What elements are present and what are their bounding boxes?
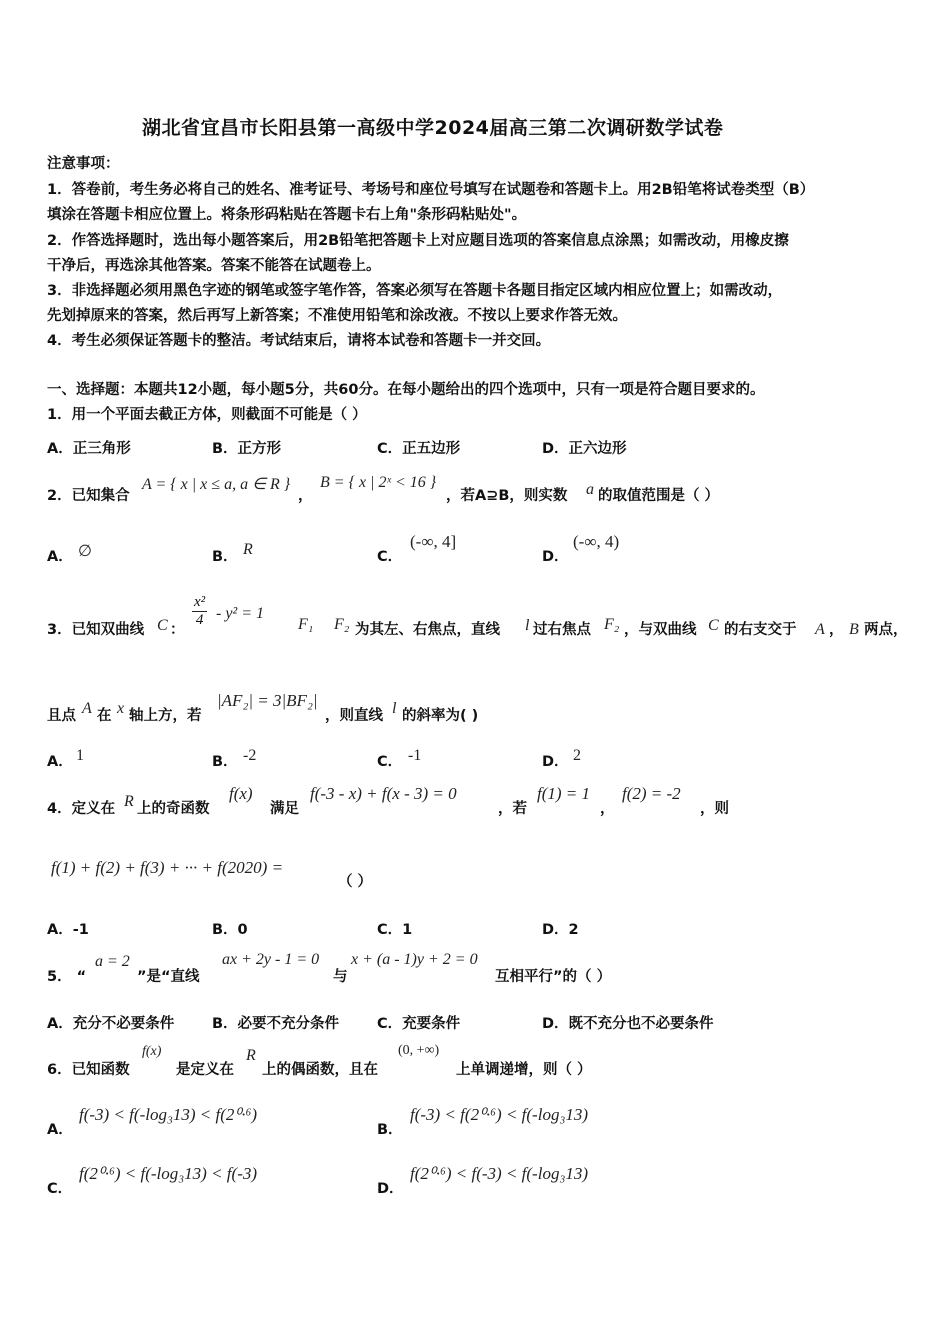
q3-option-d-value: 2 bbox=[573, 747, 581, 764]
q6-text: 上单调递增，则（ ） bbox=[456, 1062, 592, 1078]
q6-option-b-value: f(-3) < f(2⁰·⁶) < f(-log₃13) bbox=[410, 1105, 589, 1124]
q1-option-d: D．正六边形 bbox=[542, 441, 627, 457]
q3-curve-c: C bbox=[157, 617, 168, 634]
page-title: 湖北省宜昌市长阳县第一高级中学2024届高三第二次调研数学试卷 bbox=[142, 117, 724, 139]
question-5-prefix: 5． “ bbox=[47, 969, 87, 985]
notice-line: 3．非选择题必须用黑色字迹的钢笔或签字笔作答，答案必须写在答题卡各题目指定区域内相应位置上；如需改动， bbox=[47, 283, 783, 299]
section-heading: 一、选择题：本题共12小题，每小题5分，共60分。在每小题给出的四个选项中，只有一项是符合题目要求的。 bbox=[47, 382, 765, 398]
q3-focus-f1: F₁ bbox=[298, 616, 314, 633]
q2-text: ，若A⊇B，则实数 bbox=[446, 488, 568, 504]
q3-line-l: l bbox=[525, 617, 530, 634]
q1-option-c: C．正五边形 bbox=[377, 441, 461, 457]
q4-option-b: B．0 bbox=[212, 922, 248, 938]
q3-option-a-value: 1 bbox=[76, 747, 84, 764]
q4-sum-expression: f(1) + f(2) + f(3) + ··· + f(2020) = bbox=[51, 858, 284, 877]
notice-heading: 注意事项： bbox=[47, 156, 120, 172]
q1-option-a: A．正三角形 bbox=[47, 441, 131, 457]
q3-text: 轴上方，若 bbox=[129, 708, 202, 724]
q5-text: ”是“直线 bbox=[137, 969, 200, 985]
q4-text: 满足 bbox=[270, 801, 299, 817]
q3-point-a: A bbox=[815, 621, 825, 638]
q3-fraction-numerator: x² bbox=[194, 594, 206, 610]
q3-condition: |AF₂| = 3|BF₂| bbox=[217, 691, 318, 710]
q2-option-b-label: B． bbox=[212, 549, 238, 565]
q6-text: 上的偶函数，且在 bbox=[262, 1062, 378, 1078]
q5-option-c: C．充要条件 bbox=[377, 1016, 461, 1032]
q5-option-d: D．既不充分也不必要条件 bbox=[542, 1016, 714, 1032]
q6-option-b-label: B． bbox=[377, 1122, 403, 1138]
q2-option-c-value: (-∞, 4] bbox=[410, 532, 457, 551]
q2-option-a-label: A． bbox=[47, 549, 73, 565]
q3-option-b-label: B． bbox=[212, 754, 238, 770]
q4-paren: （ ） bbox=[338, 874, 373, 890]
q3-text: 为其左、右焦点，直线 bbox=[355, 622, 500, 638]
q2-var-a: a bbox=[586, 481, 594, 498]
q3-line-l: l bbox=[392, 700, 397, 717]
q3-option-a-label: A． bbox=[47, 754, 73, 770]
q5-option-b: B．必要不充分条件 bbox=[212, 1016, 340, 1032]
q3-curve-c: C bbox=[708, 617, 719, 634]
q3-text: 的右支交于 bbox=[724, 622, 797, 638]
question-1-stem: 1．用一个平面去截正方体，则截面不可能是（ ） bbox=[47, 407, 367, 423]
q3-text: 的斜率为( ) bbox=[402, 708, 479, 724]
q3-option-d-label: D． bbox=[542, 754, 569, 770]
question-2-prefix: 2．已知集合 bbox=[47, 488, 130, 504]
q3-equation-rest: - y² = 1 bbox=[216, 605, 265, 622]
q3-text: 两点， bbox=[864, 622, 908, 638]
q3-fraction-denominator: 4 bbox=[195, 612, 204, 628]
q6-text: 是定义在 bbox=[176, 1062, 234, 1078]
q2-set-a: A = { x | x ≤ a, a ∈ R } bbox=[142, 476, 291, 493]
q6-set-r: R bbox=[246, 1047, 256, 1064]
q3-comma: ， bbox=[829, 622, 844, 638]
q4-text: ，若 bbox=[498, 801, 527, 817]
q4-equation: f(-3 - x) + f(x - 3) = 0 bbox=[310, 784, 457, 803]
q4-option-c: C．1 bbox=[377, 922, 413, 938]
notice-line: 先划掉原来的答案，然后再写上新答案；不准使用铅笔和涂改液。不按以上要求作答无效。 bbox=[47, 308, 627, 324]
q4-text: ，则 bbox=[700, 801, 729, 817]
q6-option-a-label: A． bbox=[47, 1122, 73, 1138]
q3-option-b-value: -2 bbox=[243, 747, 257, 764]
q4-set-r: R bbox=[124, 793, 134, 810]
q3-text: 且点 bbox=[47, 708, 76, 724]
q3-fraction bbox=[192, 594, 207, 629]
question-6-prefix: 6．已知函数 bbox=[47, 1062, 130, 1078]
question-4-prefix: 4．定义在 bbox=[47, 801, 116, 817]
q6-option-a-value: f(-3) < f(-log₃13) < f(2⁰·⁶) bbox=[79, 1105, 258, 1124]
notice-line: 2．作答选择题时，选出每小题答案后，用2B铅笔把答题卡上对应题目选项的答案信息点涂黑；如需改动，用橡皮擦 bbox=[47, 233, 789, 249]
notice-line: 填涂在答题卡相应位置上。将条形码粘贴在答题卡右上角"条形码粘贴处"。 bbox=[47, 207, 527, 223]
notice-line: 干净后，再选涂其他答案。答案不能答在试题卷上。 bbox=[47, 258, 381, 274]
question-3-prefix: 3．已知双曲线 bbox=[47, 622, 145, 638]
q1-option-b: B．正方形 bbox=[212, 441, 282, 457]
q5-text: 与 bbox=[333, 969, 348, 985]
q5-option-a: A．充分不必要条件 bbox=[47, 1016, 175, 1032]
q5-condition: a = 2 bbox=[95, 953, 130, 970]
q2-option-a-value: ∅ bbox=[78, 543, 92, 560]
q3-colon: ： bbox=[170, 622, 185, 638]
q3-text: 过右焦点 bbox=[533, 622, 591, 638]
q2-text: 的取值范围是（ ） bbox=[598, 488, 720, 504]
notice-line: 4．考生必须保证答题卡的整洁。考试结束后，请将本试卷和答题卡一并交回。 bbox=[47, 333, 551, 349]
q2-option-d-label: D． bbox=[542, 549, 569, 565]
q4-text: 上的奇函数 bbox=[137, 801, 210, 817]
q4-option-a: A．-1 bbox=[47, 922, 89, 938]
q3-text: ，与双曲线 bbox=[624, 622, 697, 638]
q6-function: f(x) bbox=[142, 1044, 162, 1059]
q3-focus-f2: F₂ bbox=[334, 616, 350, 633]
q4-text: ， bbox=[600, 801, 615, 817]
q2-option-d-value: (-∞, 4) bbox=[573, 532, 620, 551]
q6-option-d-label: D． bbox=[377, 1181, 404, 1197]
q4-value-f1: f(1) = 1 bbox=[537, 784, 591, 803]
q4-function: f(x) bbox=[229, 784, 253, 803]
q3-axis-x: x bbox=[117, 700, 125, 717]
q3-point-a: A bbox=[82, 700, 92, 717]
q5-line-1: ax + 2y - 1 = 0 bbox=[222, 951, 320, 968]
q4-option-d: D．2 bbox=[542, 922, 579, 938]
q3-option-c-label: C． bbox=[377, 754, 403, 770]
q5-text: 互相平行”的（ ） bbox=[495, 969, 612, 985]
q6-option-c-label: C． bbox=[47, 1181, 73, 1197]
q6-option-d-value: f(2⁰·⁶) < f(-3) < f(-log₃13) bbox=[410, 1164, 589, 1183]
q3-option-c-value: -1 bbox=[408, 747, 422, 764]
q6-interval: (0, +∞) bbox=[398, 1043, 440, 1058]
q2-option-b-value: R bbox=[243, 541, 253, 558]
q3-point-b: B bbox=[849, 621, 859, 638]
q2-option-c-label: C． bbox=[377, 549, 403, 565]
q4-value-f2: f(2) = -2 bbox=[622, 784, 681, 803]
q3-focus-f2: F₂ bbox=[604, 616, 620, 633]
q6-option-c-value: f(2⁰·⁶) < f(-log₃13) < f(-3) bbox=[79, 1164, 258, 1183]
q5-line-2: x + (a - 1)y + 2 = 0 bbox=[351, 951, 478, 968]
notice-line: 1．答卷前，考生务必将自己的姓名、准考证号、考场号和座位号填写在试题卷和答题卡上。用2B铅笔将试卷类型（B） bbox=[47, 182, 815, 198]
q2-set-b: B = { x | 2ˣ < 16 } bbox=[320, 474, 437, 491]
q3-text: ，则直线 bbox=[325, 708, 383, 724]
q3-text: 在 bbox=[97, 708, 112, 724]
q2-comma: ， bbox=[298, 488, 313, 504]
